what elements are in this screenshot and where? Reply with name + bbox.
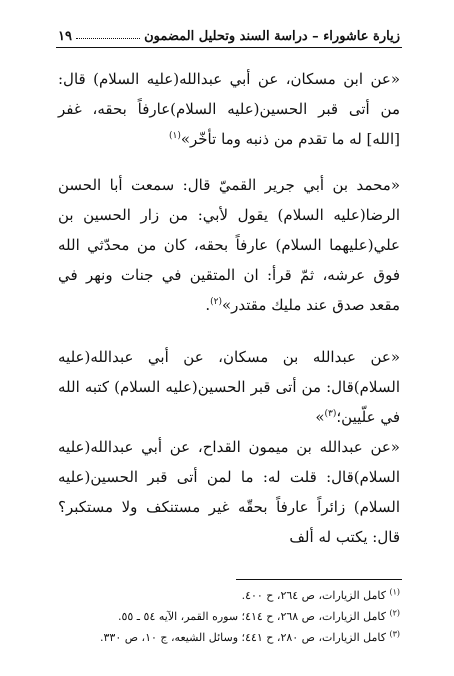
footnote-3: [58, 627, 400, 648]
paragraph-tail: .: [205, 296, 211, 314]
header-rule: [56, 47, 402, 48]
footnote-separator: [236, 579, 402, 580]
footnote-mark: (٢): [389, 608, 400, 618]
footnote-text: كامل الزيارات، ص ٢٨٠، ح ٤٤١؛ وسائل الشيعه، ج ١٠، ص ٣٣٠.: [100, 631, 390, 644]
running-header-title: زيارة عاشوراء – دراسة السند وتحليل المضمون: [144, 29, 400, 44]
hadith-paragraph-1: [58, 64, 400, 154]
hadith-paragraph-3: [58, 342, 400, 432]
running-header: [58, 20, 400, 44]
footnote-2: [58, 606, 400, 627]
paragraph-text: «عن عبدالله بن ميمون القداح، عن أبي عبدالله(عليه السلام)قال: قلت له: ما لمن أتى قبر الحسين(عليه السلام) زائراً عارفاً بحقّه غير مستنكف ولا مستكبر؟ قال: يكتب له ألف: [58, 438, 400, 546]
paragraph-text: «محمد بن أبي جرير القميّ قال: سمعت أبا الحسن الرضا(عليه السلام) يقول لأبي: من زار الحسين بن علي(عليهما السلام) عارفاً بحقه، كان من محدّثي الله فوق عرشه، ثمّ قرأ: ان المتقين في جنات ونهر في مقعد صدق عند مليك مقتدر»: [58, 176, 400, 314]
header-dot-leader: [76, 38, 140, 39]
footnote-ref-3: (٣): [324, 409, 337, 419]
hadith-paragraph-2: [58, 170, 400, 320]
footnotes: [58, 585, 400, 648]
paragraph-text: «عن عبدالله بن مسكان، عن أبي عبدالله(عليه السلام)قال: من أتى قبر الحسين(عليه السلام) كتبه الله في علّيين؛: [58, 348, 400, 426]
footnote-ref-1: (١): [168, 131, 181, 141]
footnote-mark: (٣): [389, 629, 400, 639]
footnote-text: كامل الزيارات، ص ٢٦٨، ح ٤١٤؛ سوره القمر، الآيه ٥٤ ـ ٥٥.: [117, 610, 390, 623]
hadith-paragraph-4: [58, 432, 400, 552]
paragraph-tail: »: [315, 408, 325, 426]
footnote-mark: (١): [389, 587, 400, 597]
footnote-text: كامل الزيارات، ص ٢٦٤، ح ٤٠٠.: [241, 589, 390, 602]
footnote-1: [58, 585, 400, 606]
paragraph-text: «عن ابن مسكان، عن أبي عبدالله(عليه السلام) قال: من أتى قبر الحسين(عليه السلام)عارفاً بحقه، غفر [الله] له ما تقدم من ذنبه وما تأخّر»: [58, 70, 400, 148]
footnote-ref-2: (٢): [210, 297, 222, 307]
page-number: ١٩: [58, 29, 72, 44]
